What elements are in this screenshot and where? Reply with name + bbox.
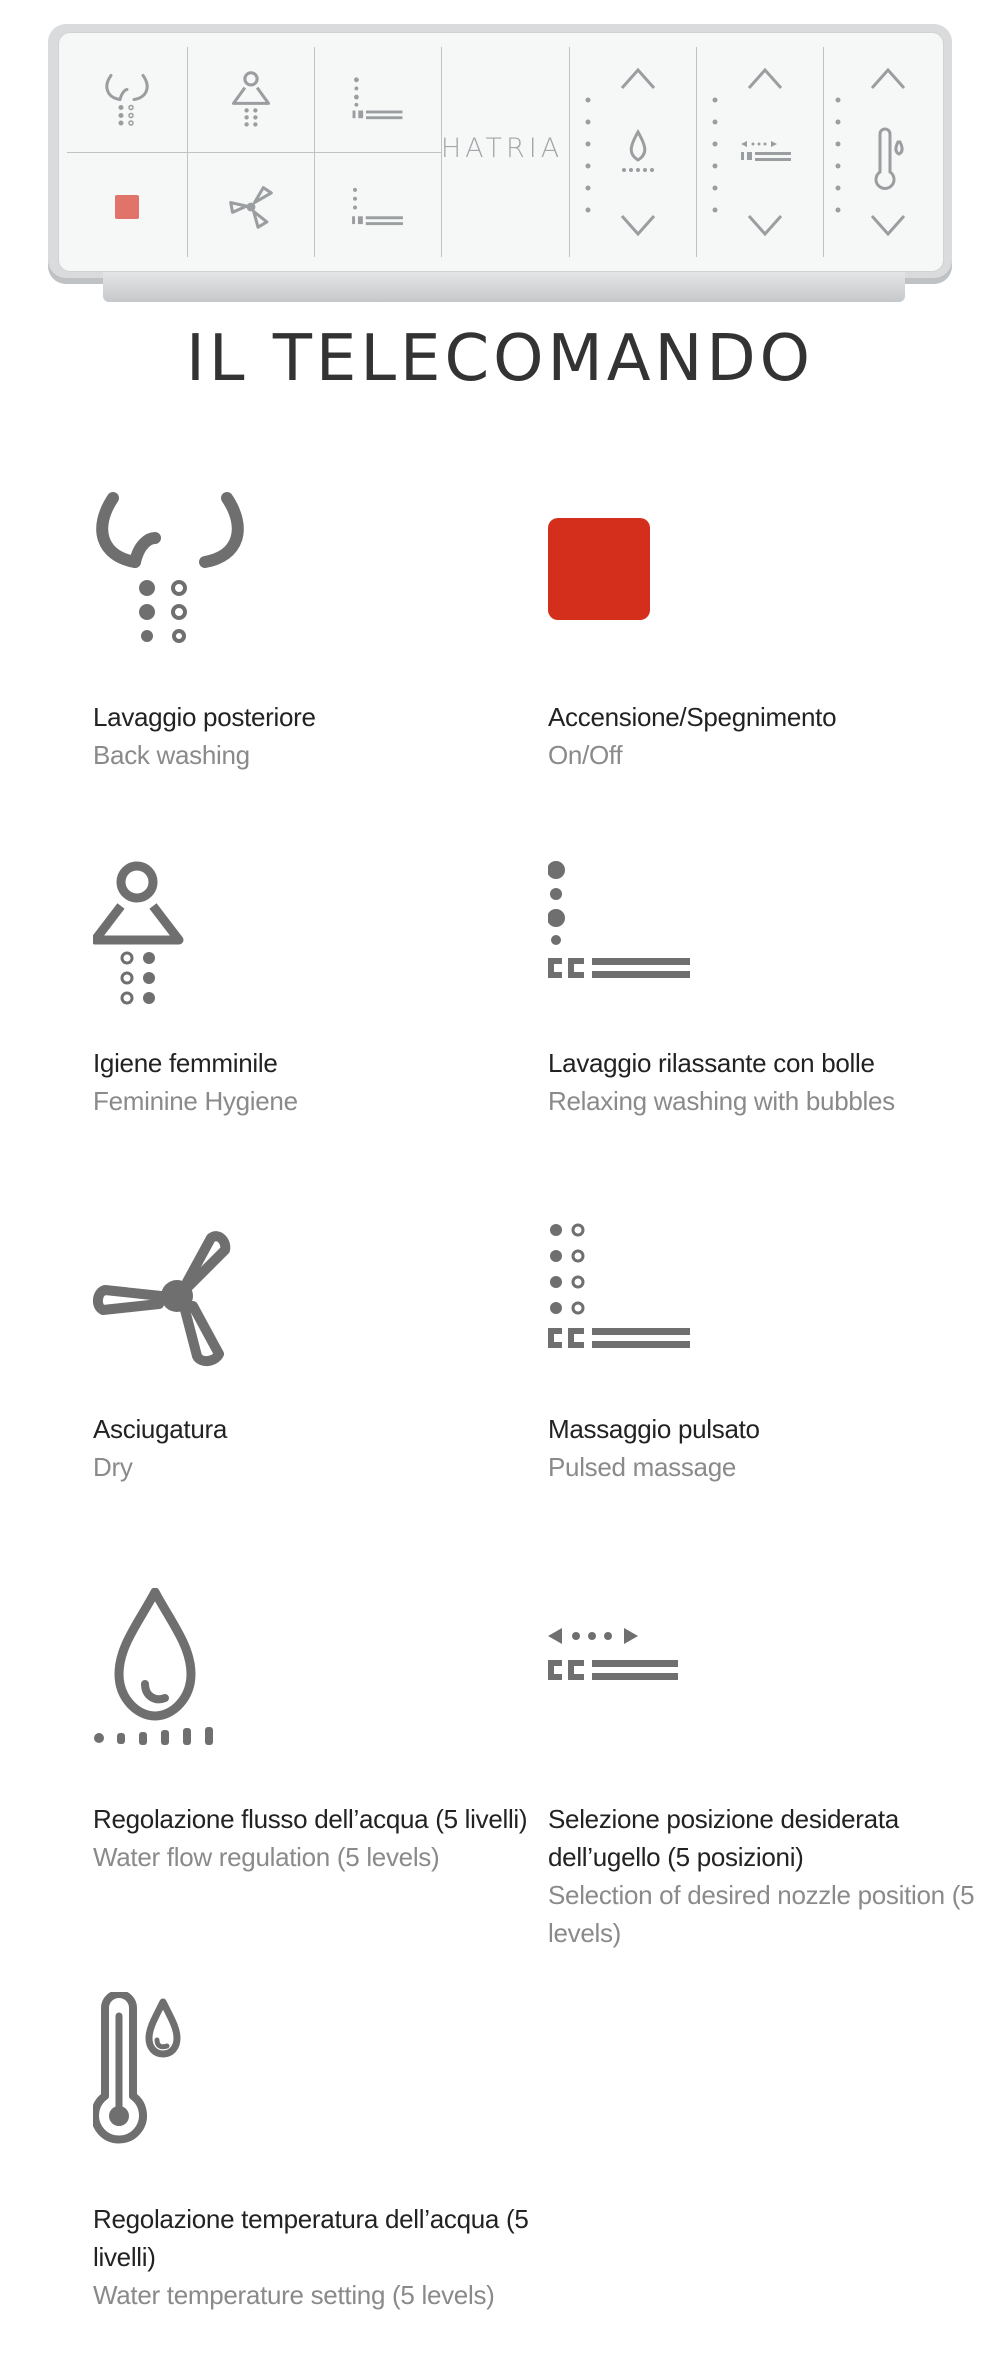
power-icon xyxy=(115,195,139,219)
feature-label-en: Relaxing washing with bubbles xyxy=(548,1086,895,1116)
remote-divider xyxy=(67,152,441,153)
remote-divider xyxy=(569,47,570,257)
remote-face xyxy=(58,32,944,272)
feature-label-en: Water temperature setting (5 levels) xyxy=(93,2280,495,2310)
feature-label-it: Accensione/Spegnimento xyxy=(548,702,837,732)
feature-label-it: Lavaggio posteriore xyxy=(93,702,316,732)
chevron-up-icon xyxy=(749,70,781,88)
feature-label-it: Igiene femminile xyxy=(93,1048,278,1078)
fan-icon xyxy=(229,185,273,229)
feature-label-en: Feminine Hygiene xyxy=(93,1086,298,1116)
feature-temperature xyxy=(93,1992,533,2372)
temperature-icon xyxy=(93,1992,293,2162)
temperature-adjuster xyxy=(828,52,938,252)
remote-power-button[interactable] xyxy=(69,155,185,259)
page-title: IL TELECOMANDO xyxy=(185,322,815,396)
nozzle-position-icon xyxy=(548,1588,748,1758)
power-icon xyxy=(548,518,650,620)
remote-divider xyxy=(696,47,697,257)
remote-temperature-control[interactable] xyxy=(825,47,941,257)
feature-pulsed-massage xyxy=(548,1220,988,1520)
chevron-up-icon xyxy=(622,70,654,88)
water-drop-icon xyxy=(631,132,645,160)
bubble-wash-icon xyxy=(351,75,405,123)
feature-label-it: Selezione posizione desiderata dell’ugello (5 posizioni) xyxy=(548,1804,899,1872)
chevron-down-icon xyxy=(872,216,904,234)
back-wash-icon xyxy=(102,71,152,127)
back-wash-icon xyxy=(93,488,293,658)
feature-label-en: Selection of desired nozzle position (5 levels) xyxy=(548,1880,975,1948)
feature-label-it: Massaggio pulsato xyxy=(548,1414,760,1444)
feature-dry xyxy=(93,1220,533,1520)
remote-feminine-hygiene-button[interactable] xyxy=(189,47,313,151)
feminine-hygiene-icon xyxy=(229,71,273,127)
bubble-wash-icon xyxy=(548,858,748,1028)
remote-nozzle-position-control[interactable] xyxy=(698,47,822,257)
remote-base xyxy=(103,270,905,302)
feature-nozzle-position xyxy=(548,1588,988,1968)
water-flow-icon xyxy=(93,1588,293,1758)
feature-back-washing xyxy=(93,488,533,788)
brand-logo: HATRIA xyxy=(440,133,564,164)
feature-label-it: Lavaggio rilassante con bolle xyxy=(548,1048,875,1078)
feature-label-en: Pulsed massage xyxy=(548,1452,737,1482)
feature-label-en: Water flow regulation (5 levels) xyxy=(93,1842,440,1872)
feature-label-it: Regolazione flusso dell’acqua (5 livelli) xyxy=(93,1804,528,1834)
remote-divider xyxy=(823,47,824,257)
feature-bubble-wash xyxy=(548,858,988,1158)
remote-back-wash-button[interactable] xyxy=(69,47,185,151)
chevron-down-icon xyxy=(622,216,654,234)
feature-label-it: Regolazione temperatura dell’acqua (5 livelli) xyxy=(93,2204,529,2272)
feature-label-en: Dry xyxy=(93,1452,133,1482)
pulsed-massage-icon xyxy=(548,1220,748,1390)
fan-icon xyxy=(93,1220,293,1390)
remote-water-flow-control[interactable] xyxy=(571,47,695,257)
nozzle-position-icon xyxy=(741,141,791,161)
chevron-up-icon xyxy=(872,70,904,88)
feminine-hygiene-icon xyxy=(93,858,293,1028)
feature-water-flow xyxy=(93,1588,533,1968)
remote-control xyxy=(48,24,952,306)
feature-power xyxy=(548,488,988,788)
remote-bubble-wash-button[interactable] xyxy=(316,47,440,151)
temperature-icon xyxy=(876,129,902,188)
pulsed-massage-icon xyxy=(351,185,405,229)
feature-feminine-hygiene xyxy=(93,858,533,1158)
feature-label-en: On/Off xyxy=(548,740,623,770)
nozzle-position-adjuster xyxy=(705,52,815,252)
water-flow-adjuster xyxy=(578,52,688,252)
chevron-down-icon xyxy=(749,216,781,234)
remote-dry-button[interactable] xyxy=(189,155,313,259)
feature-label-en: Back washing xyxy=(93,740,250,770)
remote-pulsed-massage-button[interactable] xyxy=(316,155,440,259)
feature-label-it: Asciugatura xyxy=(93,1414,227,1444)
